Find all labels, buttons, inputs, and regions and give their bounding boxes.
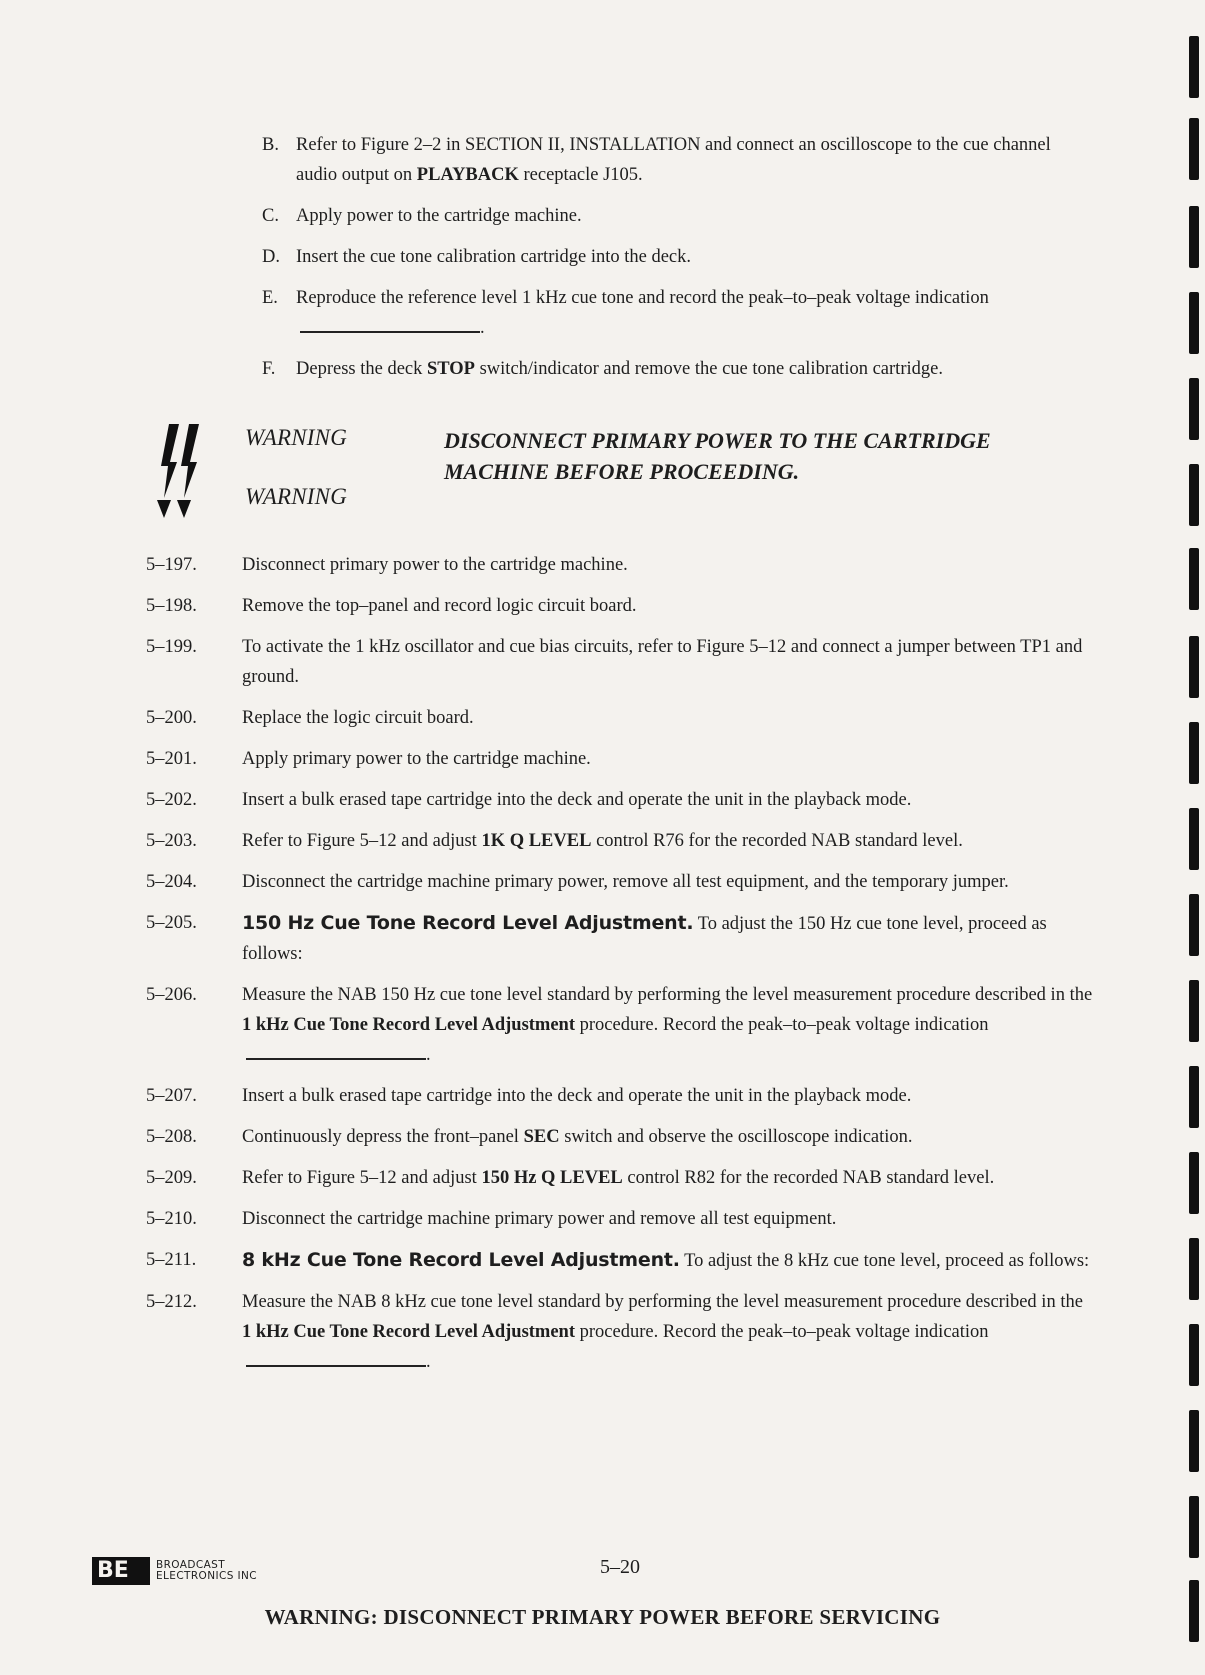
step-number: 5–201. [146,749,197,769]
step-body [242,1204,1096,1234]
step-body [242,1245,1096,1276]
step-text-part: Replace the logic circuit board. [242,708,474,728]
numbered-step [146,591,1096,621]
warning-label-bottom: WARNING [245,484,348,509]
step-text-part: switch/indicator and remove the cue tone calibration cartridge. [474,359,943,379]
step-text-part: Measure the NAB 150 Hz cue tone level standard by performing the level measurement procedure described in the [242,985,1093,1005]
step-text-part: To adjust the 150 Hz cue tone level, proceed as follows: [242,914,1047,964]
step-text-part: procedure. Record the peak–to–peak voltage indication [575,1322,989,1342]
step-number: 5–205. [146,913,197,933]
numbered-step [146,1081,1096,1111]
step-text-part: procedure. Record the peak–to–peak voltage indication [575,1015,989,1035]
step-text-part: Refer to Figure 2–2 in SECTION II, INSTALLATION and connect an oscilloscope to the cue channel audio output on [296,135,1051,185]
step-body [242,550,1096,580]
step-body [242,980,1096,1070]
binder-tab-marks [1189,0,1205,1675]
step-text-part: 150 Hz Q LEVEL [481,1168,623,1188]
step-letter: D. [262,247,280,267]
lettered-step-list [262,130,1082,395]
step-number: 5–209. [146,1168,197,1188]
page-number: 5–20 [600,1556,640,1578]
step-body [242,591,1096,621]
step-letter: F. [262,359,276,379]
step-text-part: Disconnect the cartridge machine primary power and remove all test equipment. [242,1209,837,1229]
step-text-part: Measure the NAB 8 kHz cue tone level standard by performing the level measurement procedure described in the [242,1292,1083,1312]
numbered-step [146,980,1096,1070]
step-text-part: PLAYBACK [416,165,519,185]
numbered-step [146,744,1096,774]
logo-text [156,1560,257,1582]
step-letter: E. [262,288,278,308]
step-number: 5–200. [146,708,197,728]
fill-in-blank [300,317,480,333]
step-text-part: Reproduce the reference level 1 kHz cue tone and record the peak–to–peak voltage indication [296,288,989,308]
step-letter: B. [262,135,279,155]
numbered-step [146,867,1096,897]
step-number: 5–210. [146,1209,197,1229]
step-number: 5–212. [146,1292,197,1312]
step-body [242,1122,1096,1152]
step-text-part: SEC [523,1127,560,1147]
step-body [242,703,1096,733]
step-text-part: To activate the 1 kHz oscillator and cue bias circuits, refer to Figure 5–12 and connect a jumper between TP1 and ground. [242,637,1083,687]
step-text-part: control R76 for the recorded NAB standard level. [591,831,963,851]
step-text-part: 8 kHz Cue Tone Record Level Adjustment. [242,1249,680,1271]
blank-suffix: . [426,1352,431,1372]
step-number: 5–198. [146,596,197,616]
step-number: 5–199. [146,637,197,657]
numbered-step [146,550,1096,580]
step-number: 5–208. [146,1127,197,1147]
step-number: 5–197. [146,555,197,575]
high-voltage-warning-icon [155,424,205,520]
step-text-part: Apply power to the cartridge machine. [296,206,582,226]
logo-line-2: ELECTRONICS INC [156,1570,257,1582]
warning-text: DISCONNECT PRIMARY POWER TO THE CARTRIDGE MACHINE BEFORE PROCEEDING. [444,428,991,484]
fill-in-blank [246,1351,426,1367]
step-text-part: 1 kHz Cue Tone Record Level Adjustment [242,1322,575,1342]
numbered-step [146,632,1096,692]
step-number: 5–204. [146,872,197,892]
logo-line-1: BROADCAST [156,1559,226,1571]
numbered-step [146,908,1096,969]
step-text-part: Continuously depress the front–panel [242,1127,524,1147]
step-text-part: Disconnect the cartridge machine primary power, remove all test equipment, and the temporary jumper. [242,872,1009,892]
step-text-part: 1K Q LEVEL [481,831,592,851]
numbered-step [146,1122,1096,1152]
warning-label-top: WARNING [245,425,348,450]
numbered-step [146,785,1096,815]
lettered-step [262,242,1082,272]
step-text-part: receptacle J105. [518,165,643,185]
numbered-step [146,1204,1096,1234]
numbered-step [146,703,1096,733]
step-text-part: To adjust the 8 kHz cue tone level, proceed as follows: [679,1251,1090,1271]
blank-suffix: . [426,1045,431,1065]
step-text-part: Insert a bulk erased tape cartridge into the deck and operate the unit in the playback mode. [242,1086,912,1106]
step-number: 5–203. [146,831,197,851]
step-letter: C. [262,206,279,226]
step-body [242,744,1096,774]
step-text-part: Refer to Figure 5–12 and adjust [242,831,482,851]
step-text-part: 1 kHz Cue Tone Record Level Adjustment [242,1015,575,1035]
step-number: 5–207. [146,1086,197,1106]
step-text-part: Insert a bulk erased tape cartridge into the deck and operate the unit in the playback mode. [242,790,912,810]
step-number: 5–206. [146,985,197,1005]
lettered-step [262,354,1082,384]
step-text-part: Apply primary power to the cartridge machine. [242,749,591,769]
step-text-part: 150 Hz Cue Tone Record Level Adjustment. [242,912,694,934]
step-body [242,1287,1096,1377]
company-logo [92,1554,257,1588]
step-text-part: Disconnect primary power to the cartridge machine. [242,555,628,575]
step-text-part: Remove the top–panel and record logic circuit board. [242,596,637,616]
step-body [242,632,1096,692]
step-number: 5–211. [146,1250,197,1270]
step-text-part: control R82 for the recorded NAB standard level. [622,1168,995,1188]
step-text-part: Depress the deck [296,359,427,379]
step-body [242,908,1096,969]
step-body [242,867,1096,897]
logo-mark [92,1557,150,1585]
numbered-step-list [146,550,1096,1388]
step-body [242,1081,1096,1111]
step-number: 5–202. [146,790,197,810]
step-text-part: Refer to Figure 5–12 and adjust [242,1168,482,1188]
step-text-part: switch and observe the oscilloscope indication. [559,1127,913,1147]
numbered-step [146,1163,1096,1193]
logo-mark-text: BE [97,1558,129,1583]
numbered-step [146,1287,1096,1377]
footer-warning: WARNING: DISCONNECT PRIMARY POWER BEFORE SERVICING [264,1605,941,1629]
numbered-step [146,826,1096,856]
step-text-part: Insert the cue tone calibration cartridge into the deck. [296,247,692,267]
fill-in-blank [246,1044,426,1060]
step-text-part: STOP [427,359,475,379]
lettered-step [262,201,1082,231]
lettered-step [262,283,1082,343]
step-body [242,826,1096,856]
blank-suffix: . [480,318,485,338]
lettered-step [262,130,1082,190]
numbered-step [146,1245,1096,1276]
step-body [242,785,1096,815]
step-body [242,1163,1096,1193]
